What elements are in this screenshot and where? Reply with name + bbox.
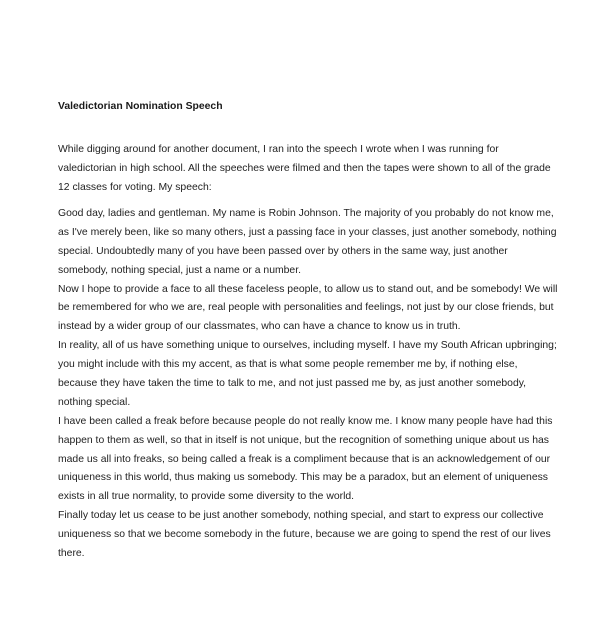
speech-line: nothing special. [58,396,131,408]
speech-line: uniqueness so that we become somebody in the future, because we are going to spend the rest of our lives [58,529,551,541]
speech-line: as I've merely been, like so many others, just a passing face in your classes, just another somebody, nothing [58,226,557,238]
speech-line: you might include with this my accent, as that is what some people remember me by, if nothing else, [58,359,518,371]
speech-line: In reality, all of us have something unique to ourselves, including myself. I have my South African upbringing; [58,340,557,352]
speech-line: Now I hope to provide a face to all these faceless people, to allow us to stand out, and be somebody! We will [58,283,558,295]
speech-line: uniqueness in this world, thus making us somebody. This may be a paradox, but an element of uniqueness [58,472,548,484]
document-title: Valedictorian Nomination Speech [58,101,223,112]
speech-line: be remembered for who we are, real people with personalities and feelings, not just by our close friends, but [58,302,554,314]
speech-line: exists in all true normality, to provide some diversity to the world. [58,491,355,503]
speech-line: Finally today let us cease to be just another somebody, nothing special, and start to express our collective [58,510,544,522]
speech-text [58,205,578,564]
intro-line: 12 classes for voting. My speech: [58,181,212,193]
speech-line: there. [58,548,85,560]
speech-line: happen to them as well, so that in itself is not unique, but the recognition of something unique about us has [58,434,549,446]
speech-line: because they have taken the time to talk to me, and not just passed me by, as just another somebody, [58,378,527,390]
speech-line: instead by a wider group of our classmates, who can have a chance to know us in truth. [58,321,461,333]
intro-line: While digging around for another document, I ran into the speech I wrote when I was running for [58,144,499,155]
intro-line: valedictorian in high school. All the speeches were filmed and then the tapes were shown to all of the grade [58,162,551,174]
speech-line: I have been called a freak before because people do not really know me. I know many people have had this [58,415,553,427]
speech-line: Good day, ladies and gentleman. My name is Robin Johnson. The majority of you probably do not know me, [58,208,554,219]
intro-paragraph [58,141,578,198]
speech-line: somebody, nothing special, just a name or a number. [58,264,301,276]
speech-line: special. Undoubtedly many of you have been passed over by others in the same way, just another [58,245,508,257]
speech-line: made us all into freaks, so being called a freak is a compliment because that is an acknowledgement of our [58,453,551,465]
